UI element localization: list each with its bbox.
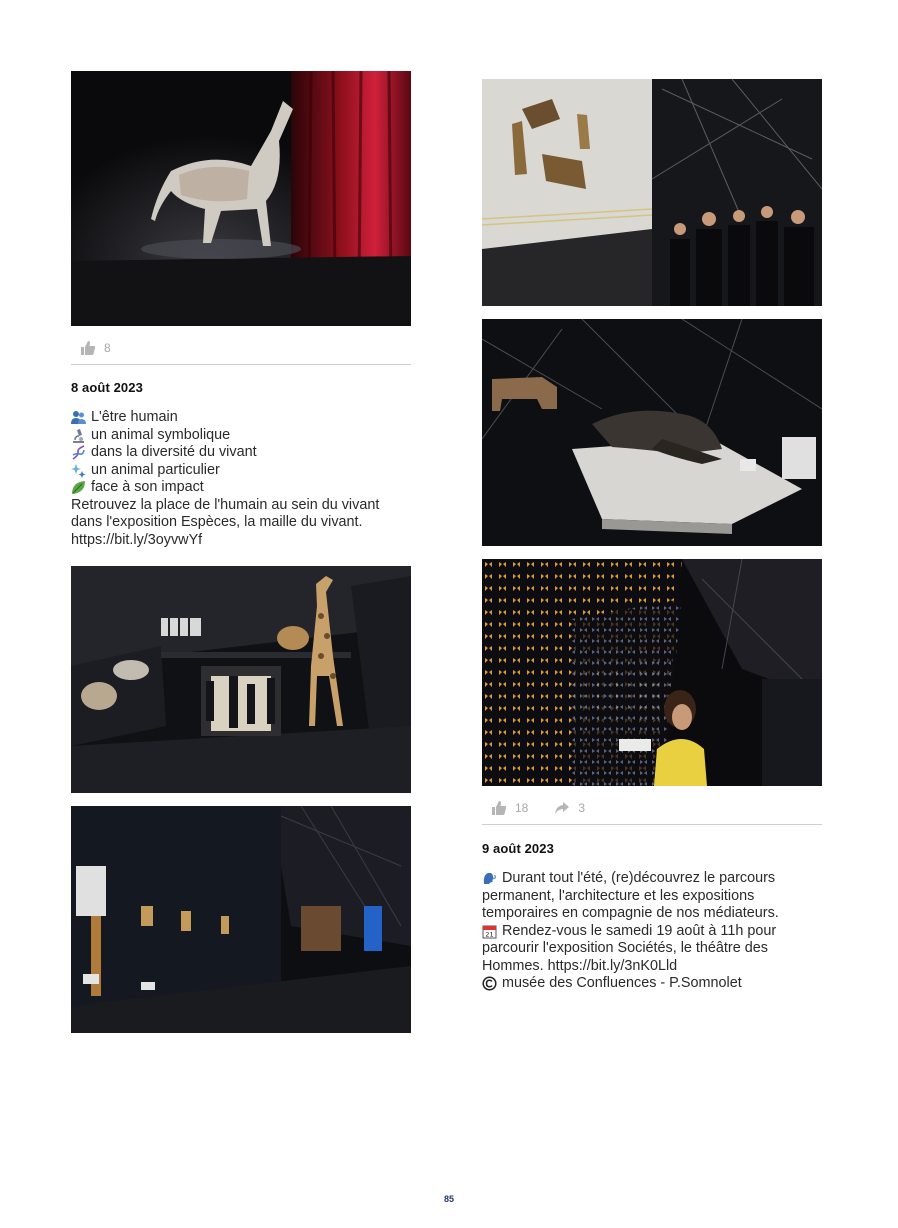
- gallery-societies-photo: [71, 806, 411, 1033]
- like-count: 8: [104, 341, 111, 355]
- copyright-icon: [482, 976, 497, 991]
- text-line: [482, 870, 827, 888]
- left-post-text: [71, 409, 411, 549]
- gallery-visitors-photo: [482, 79, 822, 306]
- link-text[interactable]: https://bit.ly/3oyvwYf: [71, 531, 203, 548]
- text-line: [71, 409, 411, 427]
- sparkles-icon: [71, 463, 86, 478]
- gallery-animals-photo: [71, 566, 411, 793]
- divider: [71, 364, 411, 365]
- line-text: musée des Confluences - P.Somnolet: [502, 975, 742, 991]
- gallery-butterflies-photo: [482, 559, 822, 786]
- line-text: Rendez-vous le samedi 19 août à 11h pour: [502, 922, 777, 939]
- body-line: temporaires en compagnie de nos médiateurs.: [482, 905, 779, 921]
- share-icon[interactable]: [554, 800, 570, 816]
- body-line: dans l'exposition Espèces, la maille du vivant.: [71, 514, 363, 530]
- line-text: face à son impact: [91, 479, 204, 495]
- text-line: [71, 427, 411, 445]
- calendar-day: 21: [485, 930, 494, 939]
- body-line: Retrouvez la place de l'humain au sein du vivant: [71, 496, 380, 513]
- thumbs-up-icon[interactable]: [491, 800, 507, 816]
- microscope-icon: [71, 428, 86, 443]
- post-date: 9 août 2023: [482, 841, 554, 856]
- line-text: un animal particulier: [91, 461, 220, 478]
- thumbs-up-icon[interactable]: [80, 340, 96, 356]
- body-line: permanent, l'architecture et les expositions: [482, 887, 755, 904]
- share-count: 3: [578, 801, 586, 815]
- right-post-stats: [491, 797, 585, 819]
- speaking-head-icon: [482, 871, 497, 886]
- calendar-icon: [482, 924, 497, 939]
- text-line: [71, 479, 411, 497]
- people-icon: [71, 410, 86, 425]
- line-text: un animal symbolique: [91, 426, 231, 443]
- line-text: dans la diversité du vivant: [91, 444, 257, 460]
- text-line: [71, 462, 411, 480]
- text-line: [482, 975, 827, 993]
- right-post-text: [482, 870, 827, 993]
- text-line: [482, 923, 827, 941]
- wolf-photo: [71, 71, 411, 326]
- link-text[interactable]: Hommes. https://bit.ly/3nK0Lld: [482, 957, 678, 974]
- line-text: Durant tout l'été, (re)découvrez le parcours: [502, 870, 776, 886]
- post-date: 8 août 2023: [71, 380, 143, 395]
- dna-icon: [71, 445, 86, 460]
- text-line: [71, 444, 411, 462]
- line-text: L'être humain: [91, 409, 178, 425]
- page-number: 85: [443, 1194, 454, 1204]
- leaf-icon: [71, 480, 86, 495]
- left-post-stats: [80, 337, 111, 359]
- gallery-fossil-photo: [482, 319, 822, 546]
- divider: [482, 824, 822, 825]
- like-count: 18: [515, 801, 529, 815]
- body-line: parcourir l'exposition Sociétés, le théâtre des: [482, 940, 768, 956]
